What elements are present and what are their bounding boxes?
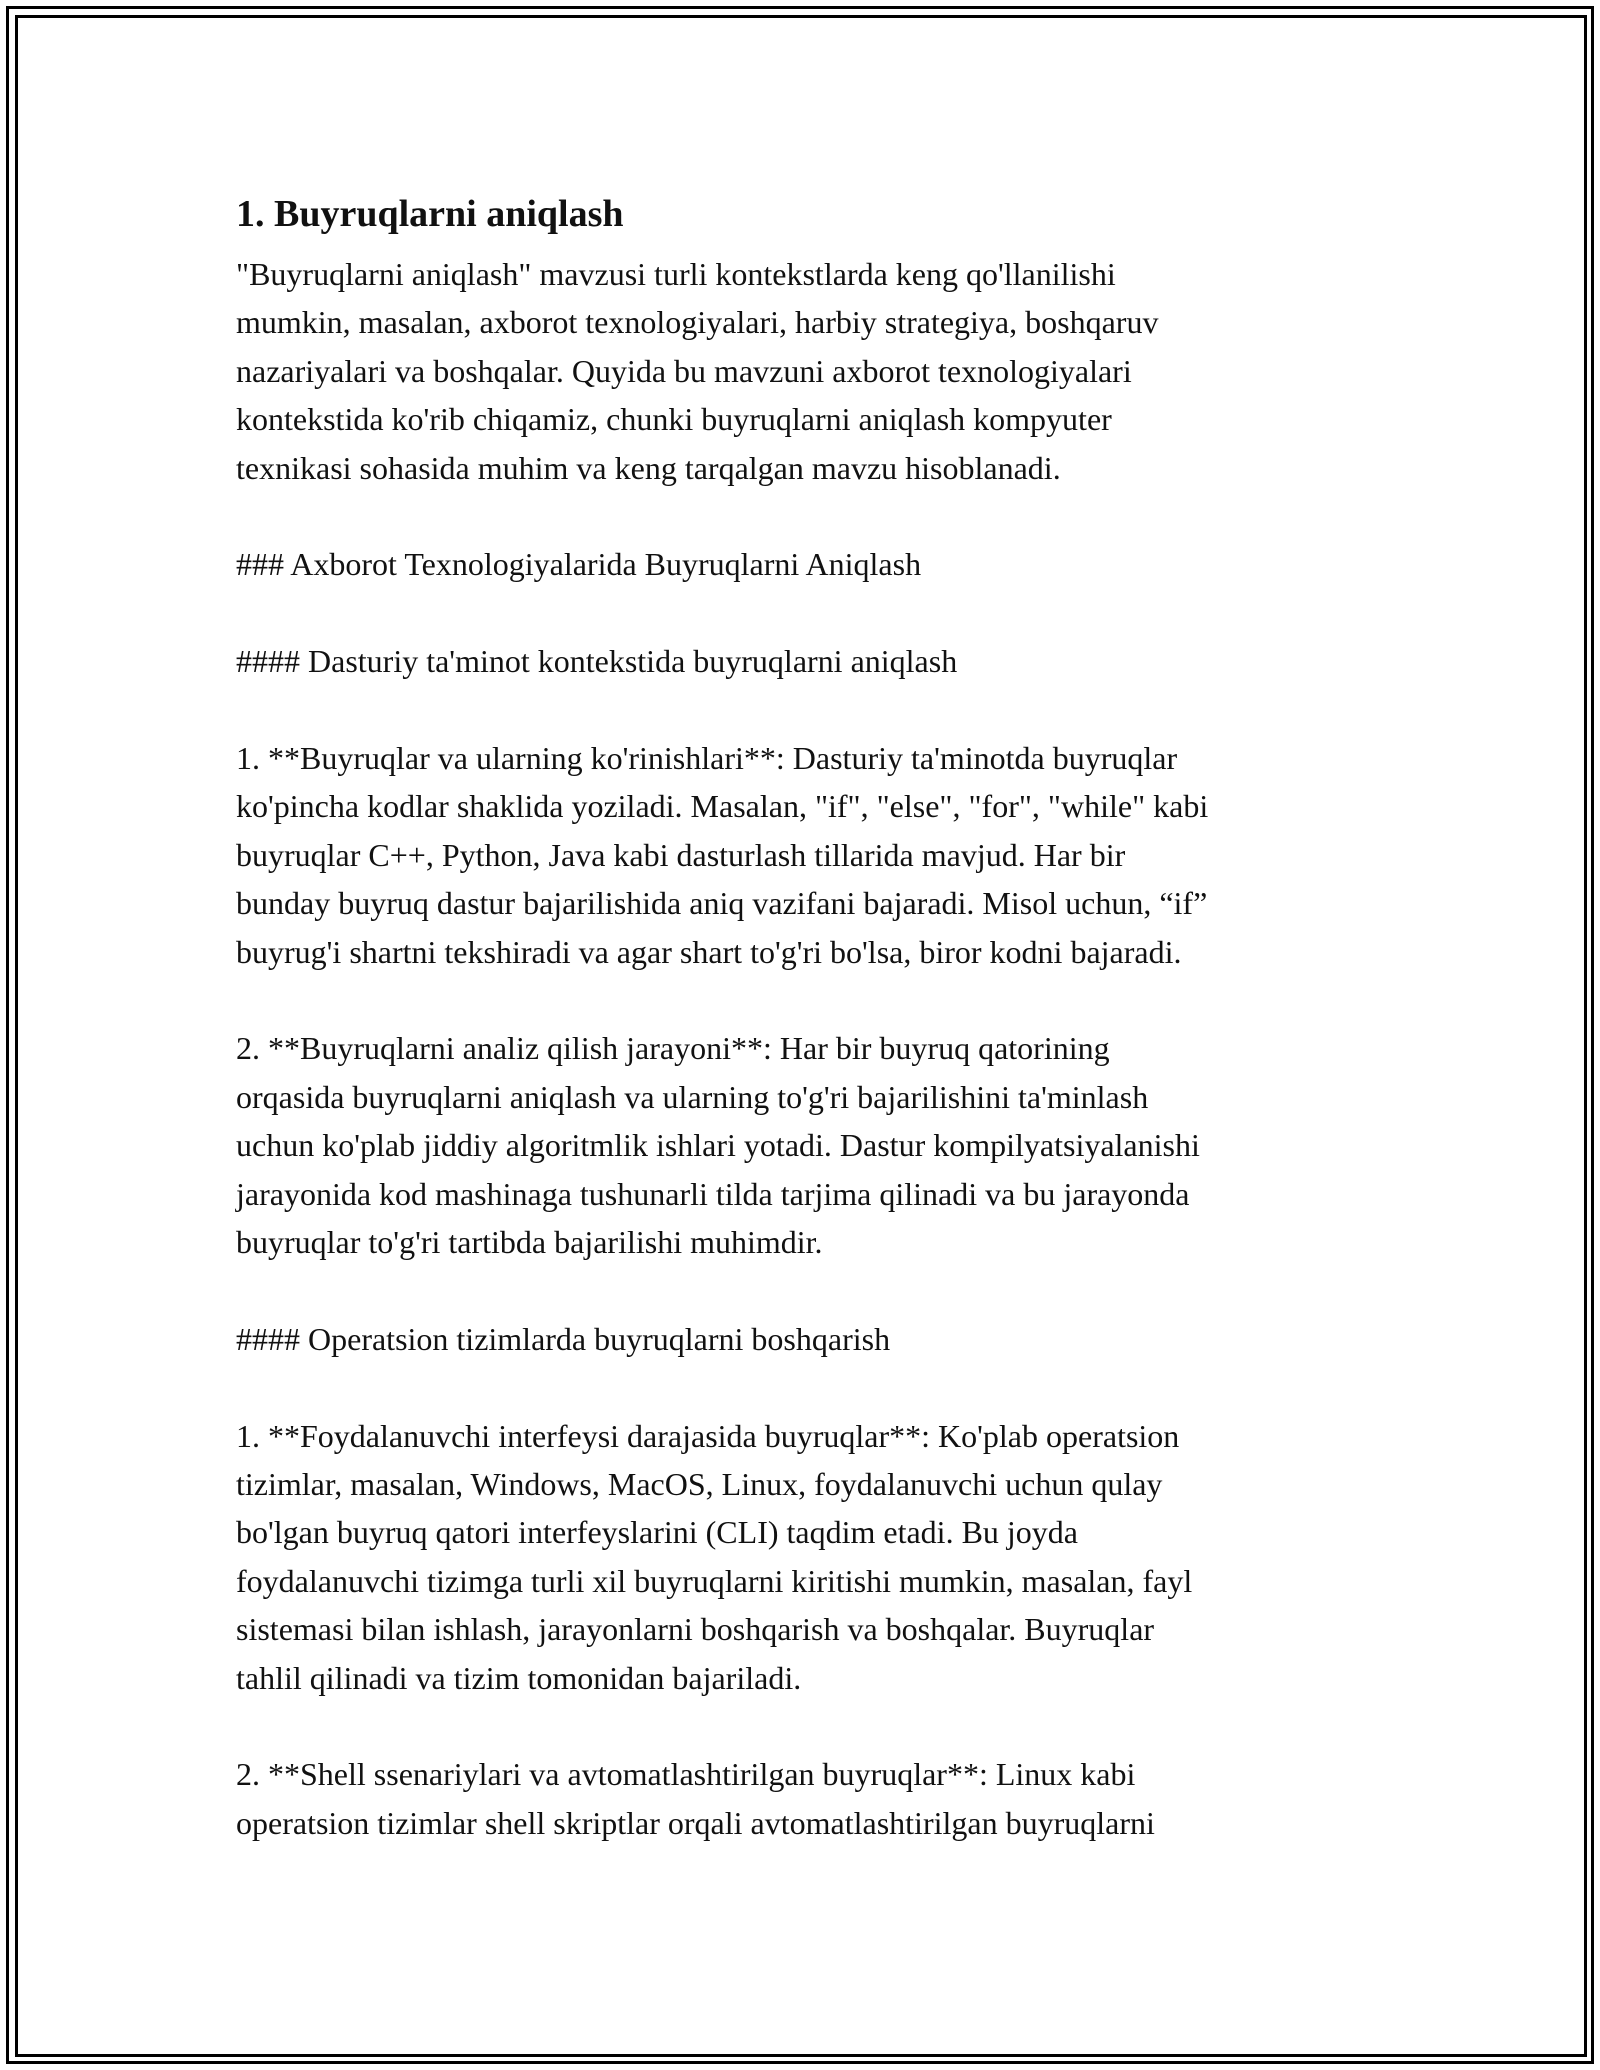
text-line: tizimlar, masalan, Windows, MacOS, Linux, foydalanuvchi uchun qulay [236,1466,1163,1503]
text-line: #### Operatsion tizimlarda buyruqlarni boshqarish [236,1320,891,1357]
paragraph [236,250,1366,492]
paragraph [236,1750,1366,1847]
text-line: texnikasi sohasida muhim va keng tarqalgan mavzu hisoblanadi. [236,449,1061,486]
paragraph [236,540,1366,588]
text-line: "Buyruqlarni aniqlash" mavzusi turli kontekstlarda keng qo'llanilishi [236,256,1116,292]
paragraph [236,734,1366,976]
text-line: 1. **Buyruqlar va ularning ko'rinishlari**: Dasturiy ta'minotda buyruqlar [236,740,1178,777]
text-line: tahlil qilinadi va tizim tomonidan bajariladi. [236,1659,802,1696]
text-line: nazariyalari va boshqalar. Quyida bu mavzuni axborot texnologiyalari [236,352,1132,389]
paragraph [236,1315,1366,1363]
text-line: operatsion tizimlar shell skriptlar orqali avtomatlashtirilgan buyruqlarni [236,1804,1155,1841]
text-line: sistemasi bilan ishlash, jarayonlarni boshqarish va boshqalar. Buyruqlar [236,1611,1155,1648]
text-line: buyruqlar to'g'ri tartibda bajarilishi muhimdir. [236,1224,823,1261]
text-line: 2. **Buyruqlarni analiz qilish jarayoni**: Har bir buyruq qatorining [236,1030,1110,1067]
text-line: jarayonida kod mashinaga tushunarli tilda tarjima qilinadi va bu jarayonda [236,1175,1190,1212]
document-body [236,250,1366,1847]
text-line: #### Dasturiy ta'minot kontekstida buyruqlarni aniqlash [236,643,958,680]
text-line: 2. **Shell ssenariylari va avtomatlashtirilgan buyruqlar**: Linux kabi [236,1756,1136,1793]
paragraph [236,1024,1366,1266]
text-line: bunday buyruq dastur bajarilishida aniq vazifani bajaradi. Misol uchun, “if” [236,885,1208,922]
text-line: ko'pincha kodlar shaklida yoziladi. Masalan, "if", "else", "for", "while" kabi [236,788,1209,825]
paragraph [236,1412,1366,1702]
text-line: ### Axborot Texnologiyalarida Buyruqlarni Aniqlash [236,546,922,583]
text-line: 1. **Foydalanuvchi interfeysi darajasida buyruqlar**: Ko'plab operatsion [236,1417,1180,1454]
paragraph [236,637,1366,685]
document-content [236,186,1366,1896]
text-line: kontekstida ko'rib chiqamiz, chunki buyruqlarni aniqlash kompyuter [236,401,1112,438]
text-line: buyruqlar C++, Python, Java kabi dasturlash tillarida mavjud. Har bir [236,836,1126,873]
text-line: orqasida buyruqlarni aniqlash va ularning to'g'ri bajarilishini ta'minlash [236,1078,1149,1115]
text-line: buyrug'i shartni tekshiradi va agar shart to'g'ri bo'lsa, biror kodni bajaradi. [236,933,1182,970]
text-line: bo'lgan buyruq qatori interfeyslarini (CLI) taqdim etadi. Bu joyda [236,1514,1078,1551]
section-title: 1. Buyruqlarni aniqlash [236,193,624,235]
text-line: mumkin, masalan, axborot texnologiyalari, harbiy strategiya, boshqaruv [236,304,1159,341]
text-line: uchun ko'plab jiddiy algoritmlik ishlari yotadi. Dastur kompilyatsiyalanishi [236,1127,1200,1164]
text-line: foydalanuvchi tizimga turli xil buyruqlarni kiritishi mumkin, masalan, fayl [236,1562,1193,1599]
